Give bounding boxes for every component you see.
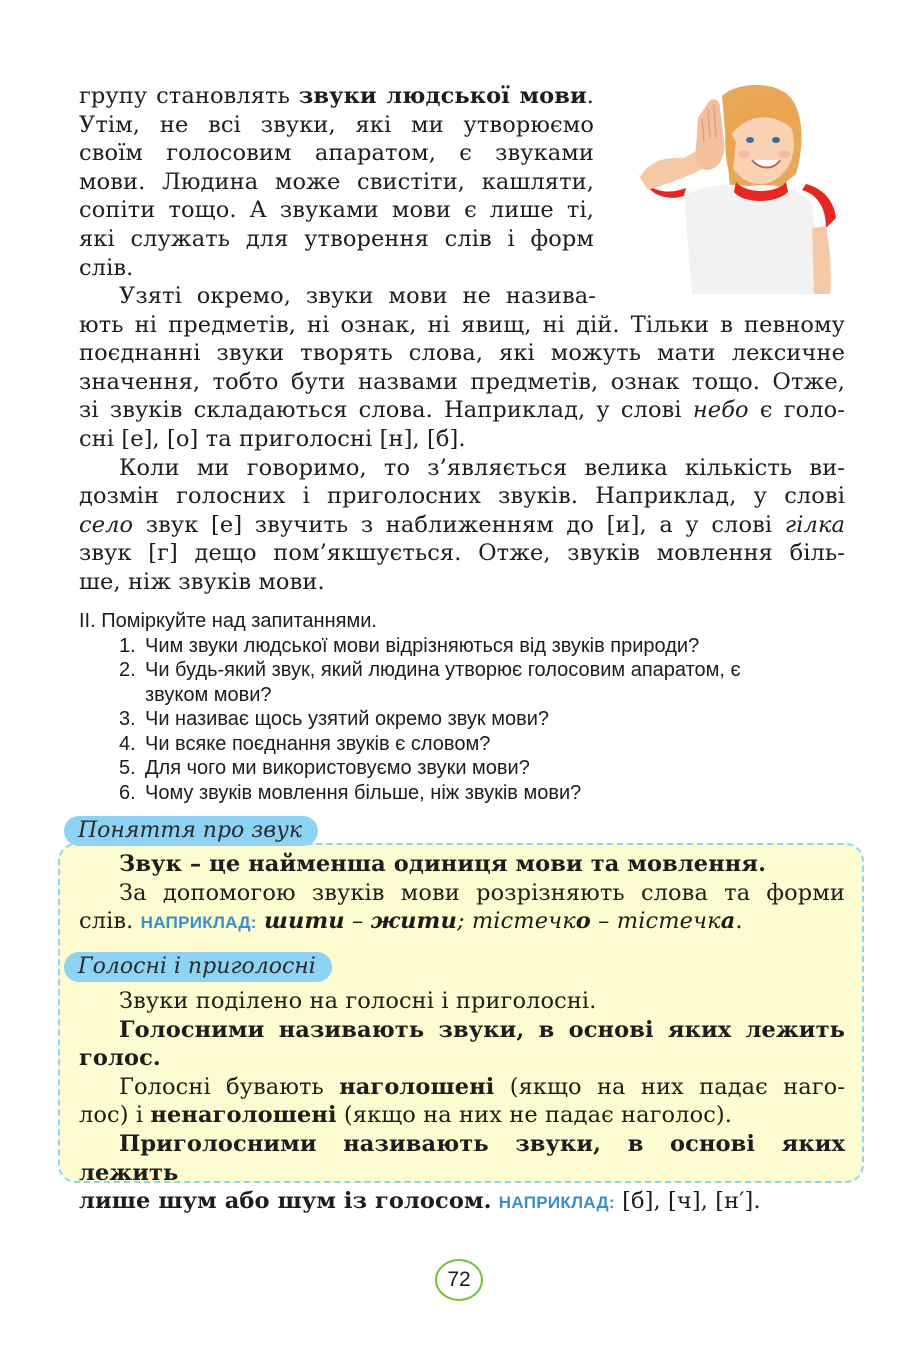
text-line: лос) і ненаголошені (якщо на них не падає наголос). (79, 1102, 733, 1129)
text-line: своїм голосовим апаратом, є звуками (79, 140, 594, 167)
section-heading-sound: Поняття про звук (64, 816, 318, 846)
definition-line: Звук – це найменша одиниця мови та мовлення. (119, 851, 767, 877)
section-heading-vowels-consonants: Голосні і приголосні (64, 952, 332, 982)
question-item: 5. Для чого ми використовуємо звуки мови? (119, 757, 530, 779)
example-label: НАПРИКЛАД: (140, 913, 257, 933)
question-item: 6. Чому звуків мовлення більше, ніж звуків мови? (119, 781, 582, 804)
text-line: Голосними називають звуки, в основі яких лежить голос. (79, 1016, 845, 1072)
text-line: Узяті окремо, звуки мови не назива- (119, 283, 596, 309)
text-line: Утім, не всі звуки, які ми утворюємо (79, 111, 594, 138)
text-line: звук [г] дещо пом’якшується. Отже, звуків мовлення біль- (79, 540, 845, 567)
text-line: За допомогою звуків мови розрізняють слова та форми (119, 879, 845, 906)
page-number: 72 (435, 1259, 483, 1301)
text-line: дозмін голосних і приголосних звуків. Наприклад, у слові (79, 483, 845, 510)
text-line: слів. НАПРИКЛАД: шити – жити; тістечко – тістечка. (79, 908, 743, 935)
text-line: Звуки поділено на голосні і приголосні. (119, 988, 597, 1014)
girl-listening-photo (626, 78, 838, 294)
question-item: 2. Чи будь-який звук, який людина утворює голосовим апаратом, є звуком мови? (119, 659, 741, 706)
text-line: сопіти тощо. А звуками мови є лише ті, (79, 197, 594, 224)
text-line: лише шум або шум із голосом. НАПРИКЛАД: [б], [ч], [н′]. (79, 1188, 761, 1215)
text-line: Коли ми говоримо, то з’являється велика кількість ви- (119, 454, 845, 481)
sound-definition (79, 850, 845, 938)
text-line: Приголосними називають звуки, в основі яких лежить (79, 1130, 845, 1186)
questions-title: ІІ. Поміркуйте над запитаннями. (79, 610, 377, 632)
text-line: слів. (79, 254, 134, 281)
text-line: зі звуків складаються слова. Наприклад, у слові небо є голо- (79, 397, 845, 424)
text-line: ше, ніж звуків мови. (79, 568, 325, 595)
question-item: 4. Чи всяке поєднання звуків є словом? (119, 732, 491, 755)
questions-section (79, 609, 849, 805)
intro-paragraph (79, 82, 594, 282)
questions-list (79, 634, 849, 806)
vowels-consonants-text (79, 987, 845, 1218)
text-line: мови. Людина може свистіти, кашляти, (79, 168, 594, 195)
text-line: сні [е], [о] та приголосні [н], [б]. (79, 425, 466, 452)
text-line: село звук [е] звучить з наближенням до [и], а у слові гілка (79, 511, 845, 538)
text-line: поєднанні звуки творять слова, які можуть мати лексичне (79, 340, 845, 367)
main-text (79, 282, 845, 597)
example-label: НАПРИКЛАД: (498, 1193, 615, 1213)
text-line: групу становлять звуки людської мови. (79, 83, 594, 109)
text-line: ють ні предметів, ні ознак, ні явищ, ні дій. Тільки в певному (79, 311, 845, 338)
text-line: які служать для утворення слів і форм (79, 225, 594, 252)
question-item: 3. Чи називає щось узятий окремо звук мови? (119, 708, 550, 730)
text-line: значення, тобто бути назвами предметів, ознак тощо. Отже, (79, 368, 845, 395)
question-item: 1. Чим звуки людської мови відрізняються від звуків природи? (119, 634, 700, 657)
text-line: Голосні бувають наголошені (якщо на них падає наго- (119, 1073, 846, 1100)
